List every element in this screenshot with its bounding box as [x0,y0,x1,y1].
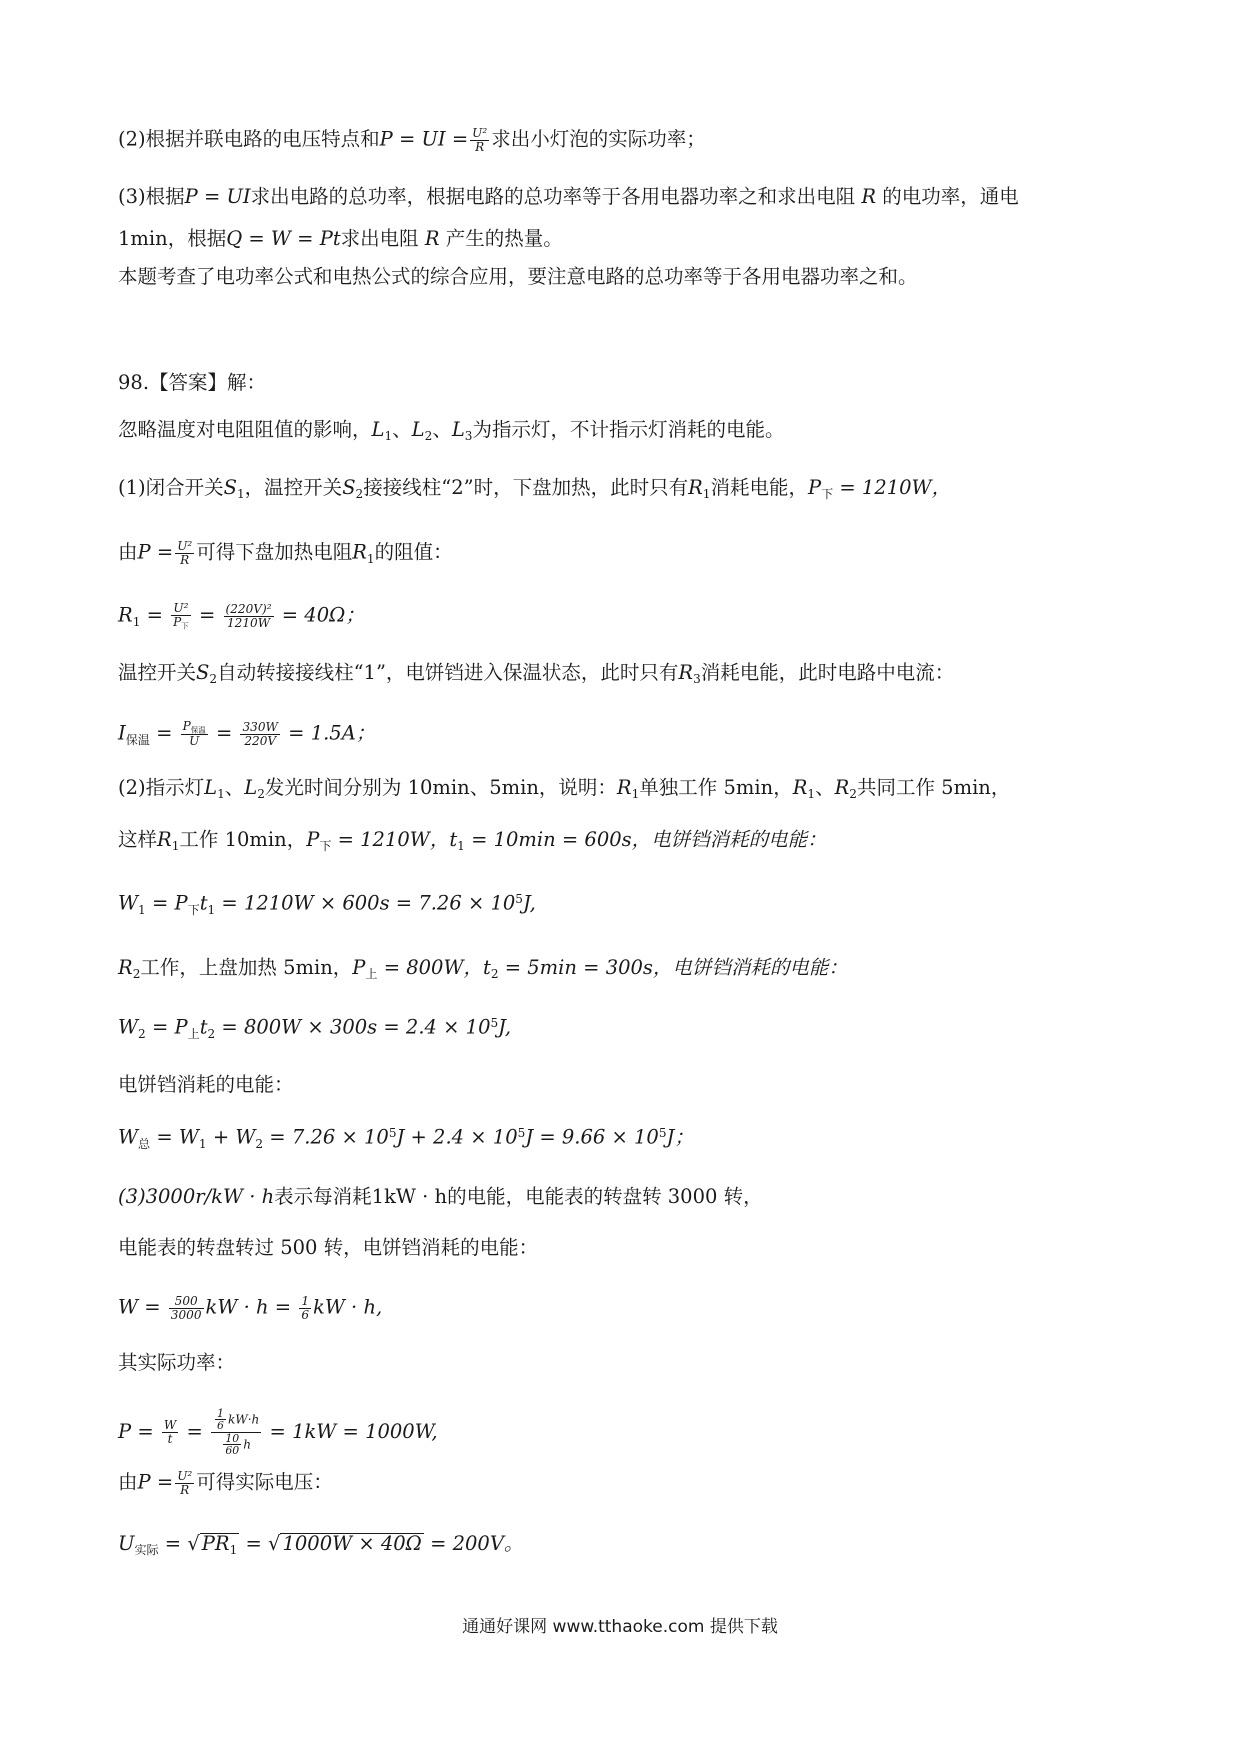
symbol: S [223,476,237,499]
subscript: 2 [255,1136,264,1151]
text: = [164,1532,182,1555]
formula: J, [498,1015,512,1039]
symbol: t [199,891,208,915]
text: 、 [224,776,245,799]
text: 、 [432,418,452,441]
subscript: 1 [702,487,711,502]
text: = [146,603,163,627]
text: 可得下盘加热电阻 [196,540,353,564]
text: 表示每消耗1kW · h [274,1185,448,1208]
denominator: 1210W [226,615,271,630]
denominator: 6 [301,1307,309,1322]
answer-R1-calc [118,602,365,630]
superscript: 5 [658,1126,667,1140]
text: 由 [118,1470,138,1494]
answer-part3-line4 [118,1353,235,1373]
text: 共同工作 5min， [856,776,1011,799]
text: 其实际功率： [118,1351,236,1374]
subscript: 总 [138,1136,151,1151]
formula: = 1kW = 1000W, [269,1419,438,1443]
subscript: 1 [384,429,393,444]
text: 电能表的转盘转过 500 转，电饼铛消耗的电能： [118,1236,539,1259]
subscript: 保温 [125,732,150,747]
formula: + W [212,1125,256,1149]
superscript: 5 [490,1016,499,1030]
formula: = 1210W， [839,476,952,499]
subscript: 2 [209,672,218,687]
text: (2)根据并联电路的电压特点和 [118,127,380,151]
subscript: 实际 [134,1543,159,1558]
formula: = 1210W × 600s = 7.26 × 10 [221,891,516,915]
formula: = 1.5A； [288,721,376,745]
text: = [151,891,169,915]
text: 单独工作 5min， [639,776,793,799]
symbol: R [616,776,632,799]
symbol: t [449,828,458,851]
symbol: L [411,418,425,441]
formula: P = UI = [379,127,469,151]
fraction [169,1295,204,1321]
text: 由 [118,540,138,564]
numerator: U² [177,539,193,553]
formula: P = [137,540,174,564]
subscript: 1 [198,1136,207,1151]
answer-Wtotal-calc [118,1127,694,1150]
text: 98.【答案】解： [118,371,267,394]
numerator: (220V)² [225,601,272,616]
formula: kW · h = [205,1295,292,1319]
subscript: 2 [257,787,265,802]
symbol: t [199,1015,208,1039]
symbol: R [861,185,877,208]
answer-part1-line1 [118,478,951,500]
subscript: 1 [631,787,640,802]
superscript: 5 [388,1126,397,1140]
analysis-line-3 [118,187,1019,207]
text: = [245,1532,262,1555]
analysis-line-4 [118,229,563,249]
symbol: R [352,540,367,564]
numerator: $P_{保温}$ [182,719,206,735]
subscript: 上 [365,967,378,982]
answer-part1-line2 [118,540,453,566]
fraction [181,720,208,748]
fraction [162,1419,178,1445]
formula: = 800W， [383,956,483,979]
numerator: W [163,1418,177,1433]
symbol: W [118,891,139,915]
symbol: t [483,956,491,979]
text: 发光时间分别为 10min、5min，说明： [264,776,617,799]
formula: P = UI [184,185,251,208]
text: 忽略温度对电阻阻值的影响， [118,418,372,441]
denominator: t [167,1431,173,1446]
subscript: 2 [132,967,141,982]
denominator: R [180,552,190,567]
text: (3)根据 [118,185,185,208]
symbol: S [342,476,356,499]
formula: = 7.26 × 10 [269,1125,389,1149]
text: 自动转接接线柱“1”，电饼铛进入保温状态，此时只有 [217,661,679,684]
denominator: U [189,734,200,749]
symbol: P [807,476,822,499]
formula: J = 9.66 × 10 [525,1125,659,1149]
formula: = W [156,1125,199,1149]
symbol: L [244,776,258,799]
numerator: U² [171,602,191,616]
subscript: 3 [464,429,473,444]
text: = [215,721,233,745]
subscript: 下 [821,487,834,502]
text: = [198,603,216,627]
subscript: 1 [236,487,245,502]
symbol: I [118,721,126,745]
fraction [240,721,279,747]
subscript: 2 [849,787,857,802]
symbol: L [451,418,465,441]
subscript: 1 [217,787,225,802]
subscript: 上 [187,1026,200,1041]
symbol: R [424,227,440,250]
text: 这样 [118,828,158,851]
formula: P = [118,1419,154,1443]
subscript: 2 [490,967,499,982]
denominator: $\frac{10}{60}$ h [225,1431,251,1458]
fraction [175,1470,194,1496]
numerator: U² [177,1469,193,1483]
fraction [224,603,274,629]
answer-part2-line6 [118,1075,294,1095]
analysis-summary [118,267,918,287]
symbol: P [174,891,188,915]
subscript: 2 [355,487,364,502]
formula: kW · h, [313,1295,383,1319]
text: (1)闭合开关 [118,476,224,499]
text: 求出电阻 [340,227,419,250]
text: 本题考查了电功率公式和电热公式的综合应用，要注意电路的总功率等于各用电器功率之和。 [118,265,918,288]
text: 求出电路的总功率，根据电路的总功率等于各用电器功率之和求出电阻 [250,185,856,208]
text: 工作，上盘加热 5min， [140,956,353,979]
answer-P-calc [118,1408,438,1457]
square-root: √ $PR_1$ [187,1532,238,1558]
symbol: P [352,956,366,979]
symbol: R [118,603,133,627]
subscript: 1 [207,902,216,917]
symbol: R [792,776,808,799]
fraction [299,1295,311,1321]
answer-W-kwh-calc [118,1295,382,1321]
analysis-line-2 [118,127,706,153]
formula: W = [118,1295,161,1319]
formula: = 1210W， [337,828,450,851]
subscript: 1 [366,551,375,566]
symbol: P [174,1015,188,1039]
text: 的阻值： [374,540,453,564]
subscript: 1 [457,839,465,854]
numerator: 500 [169,1295,204,1309]
denominator: R [475,139,485,154]
symbol: L [371,418,385,441]
denominator: R [180,1482,190,1497]
text: 、 [815,776,835,799]
superscript: 5 [515,892,523,906]
symbol: R [678,661,694,684]
text: 接接线柱“2”时，下盘加热，此时只有 [363,476,689,499]
subscript: 2 [207,1026,216,1041]
answer-current-calc [118,720,375,748]
subscript: 下 [187,902,200,917]
formula: J + 2.4 × 10 [396,1125,518,1149]
page-footer: 通通好课网 www.tthaoke.com 提供下载 [462,1617,778,1637]
fraction [470,127,489,153]
formula: J； [666,1125,694,1149]
text: 工作 10min， [179,828,307,851]
text: 1min，根据 [118,227,227,250]
symbol: P [306,828,320,851]
text: ，温控开关 [244,476,343,499]
subscript: 2 [424,429,433,444]
formula: = 10min = 600s，电饼铛消耗的电能： [471,828,827,851]
text: 的电能，电能表的转盘转 3000 转， [447,1185,763,1208]
fraction [211,1408,261,1457]
answer-W2-calc [118,1017,511,1040]
answer-U-calc [118,1533,523,1556]
formula: P = [137,1470,174,1494]
subscript: 1 [171,839,180,854]
answer-part3-line6 [118,1470,333,1496]
formula: = 200V。 [430,1532,524,1555]
text: 、 [392,418,412,441]
text: (2)指示灯 [118,776,205,799]
denominator: 3000 [170,1307,202,1322]
subscript: 2 [138,1026,146,1041]
answer-part3-line2 [118,1238,538,1258]
fraction [175,540,194,566]
answer-part3-line1 [118,1187,763,1207]
numerator: 1 [301,1294,309,1308]
formula: (3)3000r/kW · h [118,1185,275,1208]
answer-part2-line4 [118,958,848,980]
formula: = 800W × 300s = 2.4 × 10 [221,1015,491,1039]
numerator: U² [472,126,488,140]
subscript: 3 [693,672,701,687]
symbol: W [118,1125,139,1149]
denominator: 220V [244,733,277,748]
formula: Q = W = Pt [226,227,341,250]
answer-part1-line4 [118,663,954,685]
subscript: 1 [138,902,146,917]
fraction: $\frac{1}{6}$ [217,1407,224,1433]
text: 求出小灯泡的实际功率； [491,127,706,151]
answer-intro [118,420,784,442]
text: 消耗电能， [710,476,808,499]
text: 温控开关 [118,661,197,684]
text: 电饼铛消耗的电能： [118,1073,294,1096]
text: 消耗电能，此时电路中电流： [700,661,955,684]
symbol: L [204,776,218,799]
symbol: R [834,776,850,799]
square-root: √ 1000W × 40Ω [268,1532,422,1555]
superscript: 5 [517,1126,526,1140]
text: = [151,1015,169,1039]
symbol: W [118,1015,139,1039]
symbol: R [688,476,703,499]
numerator: 330W [242,719,278,734]
symbol: R [118,956,133,979]
answer-header [118,373,266,393]
answer-part2-line2 [118,830,827,852]
answer-part2-line1 [118,778,1010,800]
formula: J, [522,891,536,915]
text: = [186,1419,203,1443]
formula: = 5min = 300s，电饼铛消耗的电能： [504,956,848,979]
text: 的电功率，通电 [882,185,1019,208]
symbol: U [118,1532,135,1555]
fraction [171,602,191,630]
symbol: R [157,828,172,851]
subscript: 1 [807,787,816,802]
symbol: S [196,661,210,684]
text: 为指示灯，不计指示灯消耗的电能。 [472,418,785,441]
text: 可得实际电压： [196,1470,333,1494]
numerator: $\frac{1}{6}$ kW·h [211,1408,261,1433]
fraction: $\frac{10}{60}$ [225,1431,240,1458]
text: 产生的热量。 [445,227,563,250]
subscript: 下 [319,839,332,854]
formula: = 40Ω； [281,603,365,627]
answer-W1-calc [118,893,536,916]
subscript: 1 [132,614,141,629]
text: = [156,721,173,745]
denominator: $P_下$ [173,614,189,631]
